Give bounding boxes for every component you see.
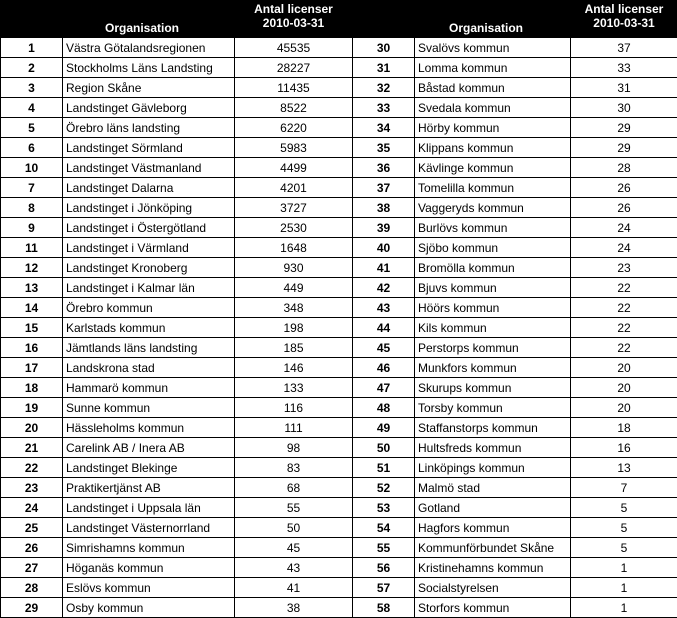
organisation-header-right: Organisation bbox=[415, 1, 571, 38]
table-row bbox=[1, 338, 677, 358]
organisation-cell: Linköpings kommun bbox=[415, 458, 571, 478]
rank-cell: 4 bbox=[1, 98, 63, 118]
license-count-cell: 45 bbox=[235, 538, 353, 558]
organisation-cell: Landstinget i Östergötland bbox=[63, 218, 235, 238]
rank-cell: 50 bbox=[353, 438, 415, 458]
organisation-cell: Landstinget Sörmland bbox=[63, 138, 235, 158]
license-count-cell: 6220 bbox=[235, 118, 353, 138]
license-count-cell: 20 bbox=[571, 358, 677, 378]
license-count-cell: 20 bbox=[571, 378, 677, 398]
rank-cell: 31 bbox=[353, 58, 415, 78]
table-row bbox=[1, 258, 677, 278]
organisation-cell: Kristinehamns kommun bbox=[415, 558, 571, 578]
license-count-cell: 38 bbox=[235, 598, 353, 618]
organisation-cell: Landstinget i Värmland bbox=[63, 238, 235, 258]
license-count-cell: 18 bbox=[571, 418, 677, 438]
license-count-cell: 116 bbox=[235, 398, 353, 418]
rank-cell: 28 bbox=[1, 578, 63, 598]
table-row bbox=[1, 178, 677, 198]
rank-cell: 11 bbox=[1, 238, 63, 258]
license-count-cell: 20 bbox=[571, 398, 677, 418]
license-count-cell: 22 bbox=[571, 338, 677, 358]
table-row bbox=[1, 118, 677, 138]
organisation-cell: Osby kommun bbox=[63, 598, 235, 618]
table-row bbox=[1, 538, 677, 558]
license-count-cell: 185 bbox=[235, 338, 353, 358]
license-count-cell: 930 bbox=[235, 258, 353, 278]
license-count-cell: 1 bbox=[571, 558, 677, 578]
license-count-cell: 3727 bbox=[235, 198, 353, 218]
license-count-cell: 5983 bbox=[235, 138, 353, 158]
license-count-cell: 8522 bbox=[235, 98, 353, 118]
organisation-cell: Landstinget Blekinge bbox=[63, 458, 235, 478]
rank-cell: 37 bbox=[353, 178, 415, 198]
license-count-cell: 22 bbox=[571, 318, 677, 338]
table-row bbox=[1, 138, 677, 158]
organisation-header-left: Organisation bbox=[63, 1, 235, 38]
rank-cell: 42 bbox=[353, 278, 415, 298]
organisation-cell: Klippans kommun bbox=[415, 138, 571, 158]
organisation-cell: Storfors kommun bbox=[415, 598, 571, 618]
organisation-cell: Carelink AB / Inera AB bbox=[63, 438, 235, 458]
license-count-cell: 4201 bbox=[235, 178, 353, 198]
rank-cell: 10 bbox=[1, 158, 63, 178]
organisation-cell: Lomma kommun bbox=[415, 58, 571, 78]
rank-cell: 19 bbox=[1, 398, 63, 418]
rank-cell: 6 bbox=[1, 138, 63, 158]
organisation-cell: Skurups kommun bbox=[415, 378, 571, 398]
organisation-cell: Båstad kommun bbox=[415, 78, 571, 98]
rank-cell: 47 bbox=[353, 378, 415, 398]
organisation-cell: Simrishamns kommun bbox=[63, 538, 235, 558]
license-count-cell: 5 bbox=[571, 498, 677, 518]
license-count-cell: 26 bbox=[571, 178, 677, 198]
organisation-cell: Hässleholms kommun bbox=[63, 418, 235, 438]
rank-cell: 13 bbox=[1, 278, 63, 298]
organisation-cell: Jämtlands läns landsting bbox=[63, 338, 235, 358]
rank-cell: 23 bbox=[1, 478, 63, 498]
organisation-cell: Karlstads kommun bbox=[63, 318, 235, 338]
license-count-cell: 16 bbox=[571, 438, 677, 458]
license-count-cell: 24 bbox=[571, 238, 677, 258]
table-row bbox=[1, 98, 677, 118]
licenses-header-line1: Antal licenser bbox=[571, 2, 677, 16]
organisation-cell: Bromölla kommun bbox=[415, 258, 571, 278]
license-count-cell: 1648 bbox=[235, 238, 353, 258]
rank-header-left bbox=[1, 1, 63, 38]
rank-cell: 14 bbox=[1, 298, 63, 318]
table-body bbox=[1, 38, 677, 618]
license-count-cell: 1 bbox=[571, 598, 677, 618]
organisation-cell: Kävlinge kommun bbox=[415, 158, 571, 178]
rank-cell: 9 bbox=[1, 218, 63, 238]
rank-cell: 27 bbox=[1, 558, 63, 578]
license-count-cell: 29 bbox=[571, 118, 677, 138]
licenses-header-left bbox=[235, 1, 353, 38]
rank-cell: 26 bbox=[1, 538, 63, 558]
table-row bbox=[1, 378, 677, 398]
license-count-cell: 1 bbox=[571, 578, 677, 598]
table-row bbox=[1, 418, 677, 438]
rank-cell: 30 bbox=[353, 38, 415, 58]
organisation-cell: Höörs kommun bbox=[415, 298, 571, 318]
organisation-cell: Eslövs kommun bbox=[63, 578, 235, 598]
license-count-cell: 348 bbox=[235, 298, 353, 318]
rank-cell: 57 bbox=[353, 578, 415, 598]
rank-cell: 1 bbox=[1, 38, 63, 58]
rank-cell: 32 bbox=[353, 78, 415, 98]
organisation-cell: Landstinget Dalarna bbox=[63, 178, 235, 198]
license-count-cell: 30 bbox=[571, 98, 677, 118]
organisation-cell: Svalövs kommun bbox=[415, 38, 571, 58]
license-count-cell: 26 bbox=[571, 198, 677, 218]
organisation-cell: Höganäs kommun bbox=[63, 558, 235, 578]
rank-cell: 5 bbox=[1, 118, 63, 138]
rank-cell: 38 bbox=[353, 198, 415, 218]
license-count-cell: 23 bbox=[571, 258, 677, 278]
license-count-cell: 98 bbox=[235, 438, 353, 458]
organisation-cell: Region Skåne bbox=[63, 78, 235, 98]
organisation-cell: Landskrona stad bbox=[63, 358, 235, 378]
table-row bbox=[1, 38, 677, 58]
table-row bbox=[1, 498, 677, 518]
rank-cell: 41 bbox=[353, 258, 415, 278]
license-count-cell: 7 bbox=[571, 478, 677, 498]
rank-cell: 52 bbox=[353, 478, 415, 498]
license-count-cell: 449 bbox=[235, 278, 353, 298]
license-count-cell: 13 bbox=[571, 458, 677, 478]
organisation-cell: Landstinget Gävleborg bbox=[63, 98, 235, 118]
rank-cell: 46 bbox=[353, 358, 415, 378]
license-count-cell: 5 bbox=[571, 538, 677, 558]
rank-cell: 2 bbox=[1, 58, 63, 78]
organisation-cell: Bjuvs kommun bbox=[415, 278, 571, 298]
table-row bbox=[1, 218, 677, 238]
table-row bbox=[1, 598, 677, 618]
organisation-cell: Landstinget i Kalmar län bbox=[63, 278, 235, 298]
rank-cell: 55 bbox=[353, 538, 415, 558]
licenses-header-line2: 2010-03-31 bbox=[235, 16, 352, 30]
organisation-cell: Hammarö kommun bbox=[63, 378, 235, 398]
organisation-cell: Landstinget Västernorrland bbox=[63, 518, 235, 538]
organisation-cell: Perstorps kommun bbox=[415, 338, 571, 358]
table-row bbox=[1, 518, 677, 538]
license-count-cell: 31 bbox=[571, 78, 677, 98]
rank-cell: 7 bbox=[1, 178, 63, 198]
organisation-cell: Sjöbo kommun bbox=[415, 238, 571, 258]
license-count-cell: 50 bbox=[235, 518, 353, 538]
rank-cell: 49 bbox=[353, 418, 415, 438]
rank-cell: 8 bbox=[1, 198, 63, 218]
table-row bbox=[1, 198, 677, 218]
license-count-cell: 111 bbox=[235, 418, 353, 438]
organisation-cell: Hultsfreds kommun bbox=[415, 438, 571, 458]
license-count-cell: 83 bbox=[235, 458, 353, 478]
licenses-header-line1: Antal licenser bbox=[235, 2, 352, 16]
header-row bbox=[1, 1, 677, 38]
organisation-cell: Tomelilla kommun bbox=[415, 178, 571, 198]
organisation-cell: Gotland bbox=[415, 498, 571, 518]
organisation-cell: Kommunförbundet Skåne bbox=[415, 538, 571, 558]
organisation-cell: Hagfors kommun bbox=[415, 518, 571, 538]
rank-cell: 35 bbox=[353, 138, 415, 158]
rank-cell: 25 bbox=[1, 518, 63, 538]
rank-cell: 36 bbox=[353, 158, 415, 178]
license-count-cell: 146 bbox=[235, 358, 353, 378]
table-row bbox=[1, 578, 677, 598]
license-count-cell: 4499 bbox=[235, 158, 353, 178]
organisation-cell: Socialstyrelsen bbox=[415, 578, 571, 598]
organisation-cell: Landstinget i Uppsala län bbox=[63, 498, 235, 518]
rank-header-right bbox=[353, 1, 415, 38]
organisation-cell: Staffanstorps kommun bbox=[415, 418, 571, 438]
organisation-cell: Västra Götalandsregionen bbox=[63, 38, 235, 58]
rank-cell: 34 bbox=[353, 118, 415, 138]
table-row bbox=[1, 398, 677, 418]
rank-cell: 54 bbox=[353, 518, 415, 538]
table-row bbox=[1, 438, 677, 458]
rank-cell: 51 bbox=[353, 458, 415, 478]
rank-cell: 24 bbox=[1, 498, 63, 518]
license-count-cell: 22 bbox=[571, 278, 677, 298]
license-count-cell: 28 bbox=[571, 158, 677, 178]
rank-cell: 44 bbox=[353, 318, 415, 338]
table-row bbox=[1, 358, 677, 378]
license-count-cell: 5 bbox=[571, 518, 677, 538]
organisation-cell: Burlövs kommun bbox=[415, 218, 571, 238]
organisation-cell: Praktikertjänst AB bbox=[63, 478, 235, 498]
license-count-cell: 68 bbox=[235, 478, 353, 498]
organisation-cell: Örebro läns landsting bbox=[63, 118, 235, 138]
rank-cell: 58 bbox=[353, 598, 415, 618]
table-row bbox=[1, 478, 677, 498]
organisation-cell: Landstinget Kronoberg bbox=[63, 258, 235, 278]
license-count-cell: 45535 bbox=[235, 38, 353, 58]
rank-cell: 48 bbox=[353, 398, 415, 418]
table-row bbox=[1, 298, 677, 318]
license-count-cell: 41 bbox=[235, 578, 353, 598]
license-count-cell: 55 bbox=[235, 498, 353, 518]
rank-cell: 16 bbox=[1, 338, 63, 358]
license-count-cell: 24 bbox=[571, 218, 677, 238]
organisation-cell: Örebro kommun bbox=[63, 298, 235, 318]
license-count-cell: 37 bbox=[571, 38, 677, 58]
licenses-header-line2: 2010-03-31 bbox=[571, 16, 677, 30]
organisation-cell: Sunne kommun bbox=[63, 398, 235, 418]
rank-cell: 56 bbox=[353, 558, 415, 578]
organisation-cell: Munkfors kommun bbox=[415, 358, 571, 378]
license-count-cell: 22 bbox=[571, 298, 677, 318]
rank-cell: 22 bbox=[1, 458, 63, 478]
table-row bbox=[1, 158, 677, 178]
rank-cell: 18 bbox=[1, 378, 63, 398]
table-row bbox=[1, 558, 677, 578]
rank-cell: 15 bbox=[1, 318, 63, 338]
organisation-cell: Landstinget i Jönköping bbox=[63, 198, 235, 218]
table-row bbox=[1, 278, 677, 298]
licenses-header-right bbox=[571, 1, 677, 38]
license-count-cell: 43 bbox=[235, 558, 353, 578]
rank-cell: 17 bbox=[1, 358, 63, 378]
license-count-cell: 198 bbox=[235, 318, 353, 338]
table-row bbox=[1, 58, 677, 78]
license-count-cell: 133 bbox=[235, 378, 353, 398]
rank-cell: 29 bbox=[1, 598, 63, 618]
rank-cell: 45 bbox=[353, 338, 415, 358]
table-row bbox=[1, 458, 677, 478]
license-count-cell: 33 bbox=[571, 58, 677, 78]
rank-cell: 21 bbox=[1, 438, 63, 458]
table-row bbox=[1, 238, 677, 258]
organisation-cell: Torsby kommun bbox=[415, 398, 571, 418]
rank-cell: 53 bbox=[353, 498, 415, 518]
organisation-cell: Hörby kommun bbox=[415, 118, 571, 138]
organisation-cell: Vaggeryds kommun bbox=[415, 198, 571, 218]
license-count-cell: 2530 bbox=[235, 218, 353, 238]
table-row bbox=[1, 78, 677, 98]
rank-cell: 43 bbox=[353, 298, 415, 318]
license-count-cell: 29 bbox=[571, 138, 677, 158]
rank-cell: 12 bbox=[1, 258, 63, 278]
license-count-cell: 28227 bbox=[235, 58, 353, 78]
organisation-cell: Kils kommun bbox=[415, 318, 571, 338]
organisation-cell: Malmö stad bbox=[415, 478, 571, 498]
rank-cell: 40 bbox=[353, 238, 415, 258]
organisation-cell: Stockholms Läns Landsting bbox=[63, 58, 235, 78]
organisation-cell: Landstinget Västmanland bbox=[63, 158, 235, 178]
table-row bbox=[1, 318, 677, 338]
rank-cell: 33 bbox=[353, 98, 415, 118]
license-count-cell: 11435 bbox=[235, 78, 353, 98]
rank-cell: 39 bbox=[353, 218, 415, 238]
rank-cell: 20 bbox=[1, 418, 63, 438]
organisation-cell: Svedala kommun bbox=[415, 98, 571, 118]
rank-cell: 3 bbox=[1, 78, 63, 98]
